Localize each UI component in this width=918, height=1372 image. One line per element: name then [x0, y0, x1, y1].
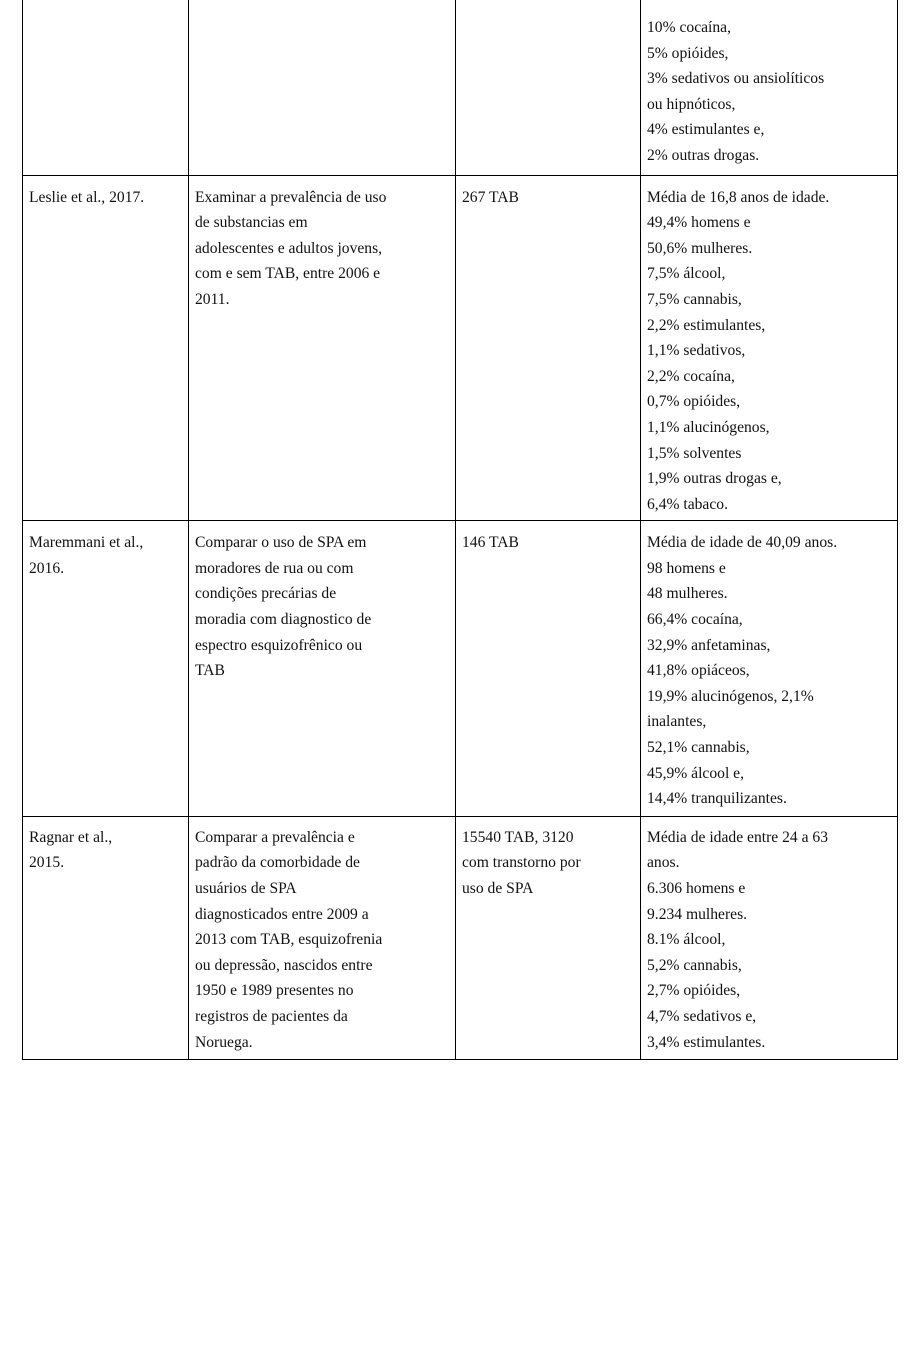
results-cell	[641, 175, 898, 521]
cell-text-line: 98 homens e	[647, 559, 726, 577]
study-cell	[23, 175, 189, 521]
cell-text-line: 3,4% estimulantes.	[647, 1033, 766, 1051]
cell-text-line: 2,7% opióides,	[647, 982, 741, 1000]
cell-text-line: Examinar a prevalência de uso	[195, 188, 387, 206]
cell-text-line: 2015.	[29, 854, 65, 872]
table-row	[23, 521, 898, 817]
cell-text-line: 15540 TAB, 3120	[462, 828, 574, 846]
cell-text-line: 1950 e 1989 presentes no	[195, 982, 354, 1000]
cell-text-line: 66,4% cocaína,	[647, 611, 743, 629]
cell-text-line: moradia com diagnostico de	[195, 611, 372, 629]
cell-text-line: Comparar o uso de SPA em	[195, 534, 367, 552]
cell-text-line: 52,1% cannabis,	[647, 739, 750, 757]
cell-text-line: 3% sedativos ou ansiolíticos	[647, 70, 825, 88]
cell-text-line: 5% opióides,	[647, 44, 729, 62]
cell-text-line: de substancias em	[195, 214, 308, 232]
cell-text-line: com e sem TAB, entre 2006 e	[195, 265, 381, 283]
objective-cell	[189, 175, 456, 521]
cell-text-line: 6,4% tabaco.	[647, 495, 728, 513]
cell-text-line: 0,7% opióides,	[647, 393, 741, 411]
cell-text-line: 9.234 mulheres.	[647, 905, 748, 923]
objective-cell	[189, 0, 456, 175]
cell-text-line: 32,9% anfetaminas,	[647, 636, 771, 654]
objective-cell	[189, 816, 456, 1059]
cell-text-line: 1,5% solventes	[647, 444, 742, 462]
document-page	[22, 0, 897, 1060]
cell-text-line: 10% cocaína,	[647, 19, 731, 36]
cell-text-line: inalantes,	[647, 713, 707, 731]
sample-cell	[456, 816, 641, 1059]
table-row	[23, 816, 898, 1059]
cell-text-line: 2% outras drogas.	[647, 146, 760, 164]
cell-text-line: 4% estimulantes e,	[647, 121, 765, 139]
cell-text-line: 49,4% homens e	[647, 214, 751, 232]
table-row	[23, 0, 898, 175]
cell-text-line: 7,5% álcool,	[647, 265, 726, 283]
cell-text-line: Maremmani et al.,	[29, 534, 144, 552]
cell-text-line: espectro esquizofrênico ou	[195, 636, 363, 654]
results-cell	[641, 816, 898, 1059]
study-cell	[23, 0, 189, 175]
cell-text-line: Comparar a prevalência e	[195, 828, 355, 846]
cell-text-line: 2,2% estimulantes,	[647, 316, 766, 334]
cell-text-line: 2016.	[29, 559, 65, 577]
cell-text-line: 8.1% álcool,	[647, 931, 726, 949]
cell-text-line: condições precárias de	[195, 585, 337, 603]
cell-text-line: registros de pacientes da	[195, 1007, 348, 1025]
sample-cell	[456, 175, 641, 521]
cell-text-line: diagnosticados entre 2009 a	[195, 905, 369, 923]
cell-text-line: adolescentes e adultos jovens,	[195, 239, 383, 257]
cell-text-line: 4,7% sedativos e,	[647, 1007, 757, 1025]
results-cell	[641, 521, 898, 817]
cell-text-line: Ragnar et al.,	[29, 828, 113, 846]
cell-text-line: Média de 16,8 anos de idade.	[647, 188, 830, 206]
cell-text-line: 48 mulheres.	[647, 585, 728, 603]
cell-text-line: 14,4% tranquilizantes.	[647, 790, 787, 808]
results-cell	[641, 0, 898, 175]
table-row	[23, 175, 898, 521]
cell-text-line: 41,8% opiáceos,	[647, 662, 750, 680]
cell-text-line: 1,1% sedativos,	[647, 342, 746, 360]
studies-table	[22, 0, 898, 1060]
cell-text-line: 267 TAB	[462, 188, 519, 206]
study-cell	[23, 521, 189, 817]
studies-table-body	[23, 0, 898, 1060]
cell-text-line: padrão da comorbidade de	[195, 854, 360, 872]
cell-text-line: Média de idade entre 24 a 63	[647, 828, 828, 846]
sample-cell	[456, 0, 641, 175]
objective-cell	[189, 521, 456, 817]
study-cell	[23, 816, 189, 1059]
cell-text-line: 5,2% cannabis,	[647, 956, 742, 974]
cell-text-line: 50,6% mulheres.	[647, 239, 753, 257]
cell-text-line: 19,9% alucinógenos, 2,1%	[647, 687, 814, 705]
cell-text-line: ou depressão, nascidos entre	[195, 956, 373, 974]
cell-text-line: Leslie et al., 2017.	[29, 188, 145, 206]
cell-text-line: 2011.	[195, 290, 230, 308]
cell-text-line: 2013 com TAB, esquizofrenia	[195, 931, 383, 949]
cell-text-line: 45,9% álcool e,	[647, 764, 744, 782]
cell-text-line: moradores de rua ou com	[195, 559, 354, 577]
cell-text-line: Noruega.	[195, 1033, 253, 1051]
cell-text-line: 1,9% outras drogas e,	[647, 470, 782, 488]
cell-text-line: TAB	[195, 662, 225, 680]
cell-text-line: usuários de SPA	[195, 880, 297, 897]
cell-text-line: 6.306 homens e	[647, 880, 746, 897]
cell-text-line: com transtorno por	[462, 854, 581, 872]
cell-text-line: ou hipnóticos,	[647, 95, 736, 113]
cell-text-line: 146 TAB	[462, 534, 519, 552]
cell-text-line: 2,2% cocaína,	[647, 367, 735, 385]
sample-cell	[456, 521, 641, 817]
cell-text-line: 1,1% alucinógenos,	[647, 418, 770, 436]
cell-text-line: anos.	[647, 854, 680, 872]
cell-text-line: 7,5% cannabis,	[647, 290, 742, 308]
cell-text-line: uso de SPA	[462, 880, 534, 897]
cell-text-line: Média de idade de 40,09 anos.	[647, 534, 838, 552]
